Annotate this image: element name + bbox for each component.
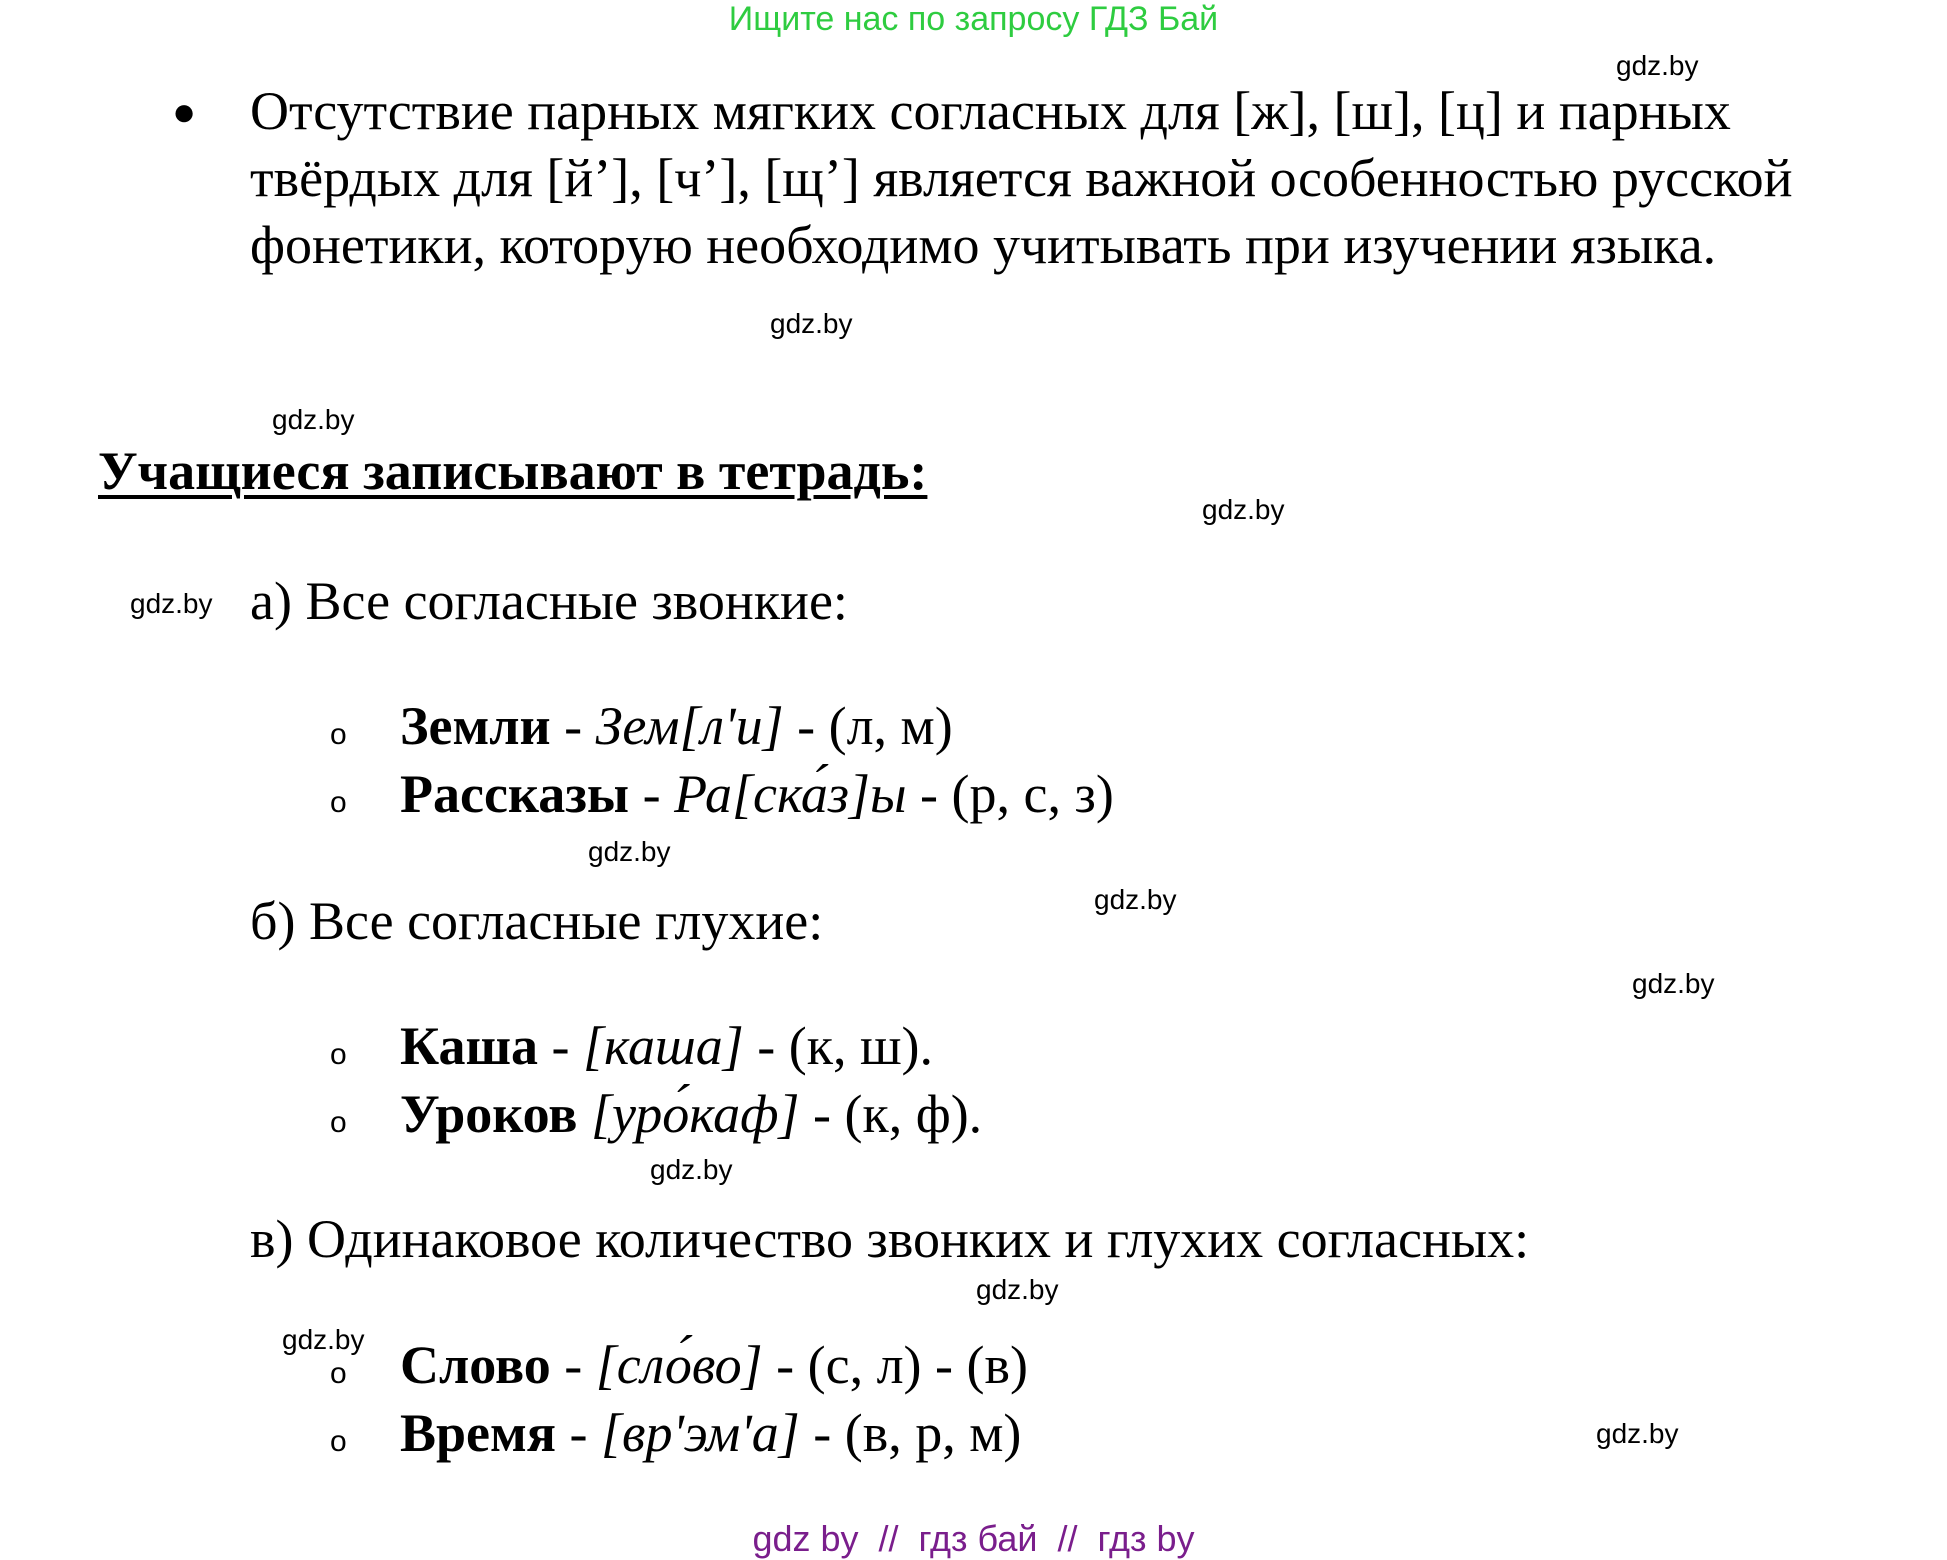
item-consonants: (л, м) bbox=[828, 696, 953, 756]
item-separator: - bbox=[762, 1335, 808, 1395]
hollow-circle-icon: o bbox=[330, 1425, 347, 1458]
item-transcription: [уро́каф] bbox=[590, 1084, 800, 1144]
watermark: gdz.by bbox=[272, 404, 355, 435]
item-word: Уроков bbox=[400, 1084, 578, 1144]
list-item bbox=[330, 1083, 982, 1145]
item-separator: - bbox=[538, 1016, 584, 1076]
watermark: gdz.by bbox=[650, 1154, 733, 1185]
list-item bbox=[330, 1402, 1021, 1464]
item-transcription: Зем[л'и] bbox=[595, 696, 784, 756]
item-consonants: (к, ф). bbox=[844, 1084, 983, 1144]
hollow-circle-icon: o bbox=[330, 786, 347, 819]
intro-line: фонетики, которую необходимо учитывать при изучении языка. bbox=[250, 215, 1717, 275]
list-item bbox=[330, 763, 1114, 825]
watermark: gdz.by bbox=[1202, 494, 1285, 525]
item-transcription: Ра[ска́з]ы bbox=[674, 764, 907, 824]
item-word: Рассказы bbox=[400, 764, 630, 824]
item-consonants: (к, ш). bbox=[788, 1016, 934, 1076]
item-separator: - bbox=[783, 696, 829, 756]
item-separator bbox=[577, 1083, 591, 1145]
intro-line: твёрдых для [й’], [ч’], [щ’] является важной особенностью русской bbox=[250, 148, 1793, 208]
header-search-link[interactable]: Ищите нас по запросу ГДЗ Бай bbox=[728, 0, 1219, 38]
item-transcription: [сло́во] bbox=[595, 1335, 763, 1395]
item-consonants: (с, л) bbox=[807, 1335, 922, 1395]
watermark: gdz.by bbox=[1094, 884, 1177, 915]
item-separator: - bbox=[556, 1403, 601, 1463]
hollow-circle-icon: o bbox=[330, 1357, 347, 1390]
watermark: gdz.by bbox=[1632, 968, 1715, 999]
intro-line: Отсутствие парных мягких согласных для [ж], [ш], [ц] и парных bbox=[250, 81, 1731, 141]
item-consonants: (в, р, м) bbox=[844, 1403, 1022, 1463]
item-word: Каша bbox=[400, 1016, 539, 1076]
watermark: gdz.by bbox=[976, 1274, 1059, 1305]
item-separator: - bbox=[906, 764, 952, 824]
section-label-b: б) Все согласные глухие: bbox=[250, 891, 824, 951]
footer-links[interactable]: gdz by // гдз бай // гдз by bbox=[752, 1518, 1195, 1559]
section-label-c: в) Одинаковое количество звонких и глухих согласных: bbox=[250, 1209, 1530, 1269]
item-separator: - bbox=[550, 1335, 596, 1395]
item-separator: - bbox=[799, 1403, 845, 1463]
item-word: Время bbox=[400, 1403, 557, 1463]
watermark: gdz.by bbox=[588, 836, 671, 867]
item-transcription: [каша] bbox=[583, 1016, 744, 1076]
list-item bbox=[330, 1015, 933, 1077]
list-item bbox=[330, 1334, 1028, 1396]
hollow-circle-icon: o bbox=[330, 1038, 347, 1071]
list-item bbox=[330, 695, 953, 757]
hollow-circle-icon: o bbox=[330, 718, 347, 751]
watermark: gdz.by bbox=[282, 1324, 365, 1355]
item-transcription: [вр'эм'а] bbox=[601, 1403, 800, 1463]
item-extra: - (в) bbox=[921, 1335, 1028, 1395]
watermark: gdz.by bbox=[1616, 50, 1699, 81]
item-word: Слово bbox=[400, 1335, 551, 1395]
item-separator: - bbox=[550, 696, 596, 756]
intro-paragraph bbox=[250, 78, 1940, 279]
hollow-circle-icon: o bbox=[330, 1106, 347, 1139]
bullet-icon: ● bbox=[172, 89, 197, 134]
item-consonants: (р, с, з) bbox=[951, 764, 1114, 824]
item-word: Земли bbox=[400, 696, 551, 756]
item-separator: - bbox=[629, 764, 675, 824]
item-separator: - bbox=[799, 1084, 845, 1144]
item-separator: - bbox=[743, 1016, 789, 1076]
watermark: gdz.by bbox=[130, 588, 213, 619]
watermark: gdz.by bbox=[770, 308, 853, 339]
notebook-heading: Учащиеся записывают в тетрадь: bbox=[98, 441, 928, 501]
section-label-a: а) Все согласные звонкие: bbox=[250, 571, 848, 631]
watermark: gdz.by bbox=[1596, 1418, 1679, 1449]
